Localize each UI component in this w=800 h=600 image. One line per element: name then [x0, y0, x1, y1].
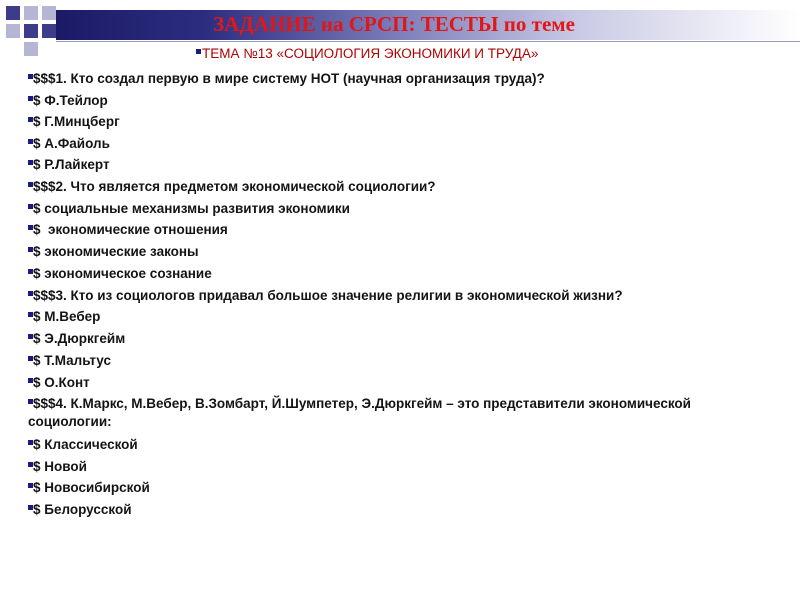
item-text: $ Г.Минцберг: [33, 114, 120, 129]
slide-subtitle: [196, 46, 538, 61]
decor-square: [24, 6, 38, 20]
answer-item: [28, 308, 100, 326]
decor-square: [24, 24, 38, 38]
answer-item: [28, 501, 132, 519]
answer-item: [28, 200, 350, 218]
answer-item: [28, 135, 110, 153]
item-text: $ М.Вебер: [33, 309, 101, 324]
subtitle-text: ТЕМА №13 «СОЦИОЛОГИЯ ЭКОНОМИКИ И ТРУДА»: [202, 46, 539, 61]
decor-square: [6, 6, 20, 20]
item-text: $$$1. Кто создал первую в мире систему НОТ (научная организация труда)?: [33, 71, 545, 86]
item-text: $ Ф.Тейлор: [33, 93, 108, 108]
item-text: $ экономические отношения: [33, 222, 228, 237]
item-text: $ Т.Мальтус: [33, 353, 111, 368]
title-divider: [56, 41, 800, 42]
answer-item: [28, 243, 199, 261]
answer-item: [28, 330, 125, 348]
item-text: $ Р.Лайкерт: [33, 157, 110, 172]
answer-item: [28, 479, 150, 497]
answer-item: [28, 436, 138, 454]
question-item: [28, 395, 738, 431]
item-text: $ Э.Дюркгейм: [33, 331, 126, 346]
answer-item: [28, 113, 120, 131]
item-text: $ Новой: [33, 459, 87, 474]
item-text: $ Новосибирской: [33, 480, 150, 495]
answer-item: [28, 92, 108, 110]
decor-square: [24, 42, 38, 56]
bullet-icon: [196, 49, 201, 54]
item-text: $$$2. Что является предметом экономической социологии?: [33, 179, 436, 194]
slide-title: ЗАДАНИЕ на СРСП: ТЕСТЫ по теме: [213, 12, 575, 36]
item-text: $$$4. К.Маркс, М.Вебер, В.Зомбарт, Й.Шумпетер, Э.Дюркгейм – это представители экономической социологии:: [28, 396, 691, 429]
decor-square: [42, 24, 56, 38]
decor-square: [6, 24, 20, 38]
answer-item: [28, 458, 87, 476]
item-text: $ экономические законы: [33, 244, 199, 259]
question-item: [28, 70, 545, 88]
decor-square: [42, 6, 56, 20]
item-text: $ Классической: [33, 437, 138, 452]
item-text: $ О.Конт: [33, 375, 90, 390]
item-text: $ экономическое сознание: [33, 266, 212, 281]
answer-item: [28, 374, 90, 392]
answer-item: [28, 352, 111, 370]
question-item: [28, 287, 623, 305]
item-text: $$$3. Кто из социологов придавал большое значение религии в экономической жизни?: [33, 288, 623, 303]
answer-item: [28, 221, 228, 239]
answer-item: [28, 156, 110, 174]
item-text: $ социальные механизмы развития экономики: [33, 201, 350, 216]
item-text: $ Белорусской: [33, 502, 132, 517]
question-item: [28, 178, 436, 196]
item-text: $ А.Файоль: [33, 136, 110, 151]
answer-item: [28, 265, 212, 283]
